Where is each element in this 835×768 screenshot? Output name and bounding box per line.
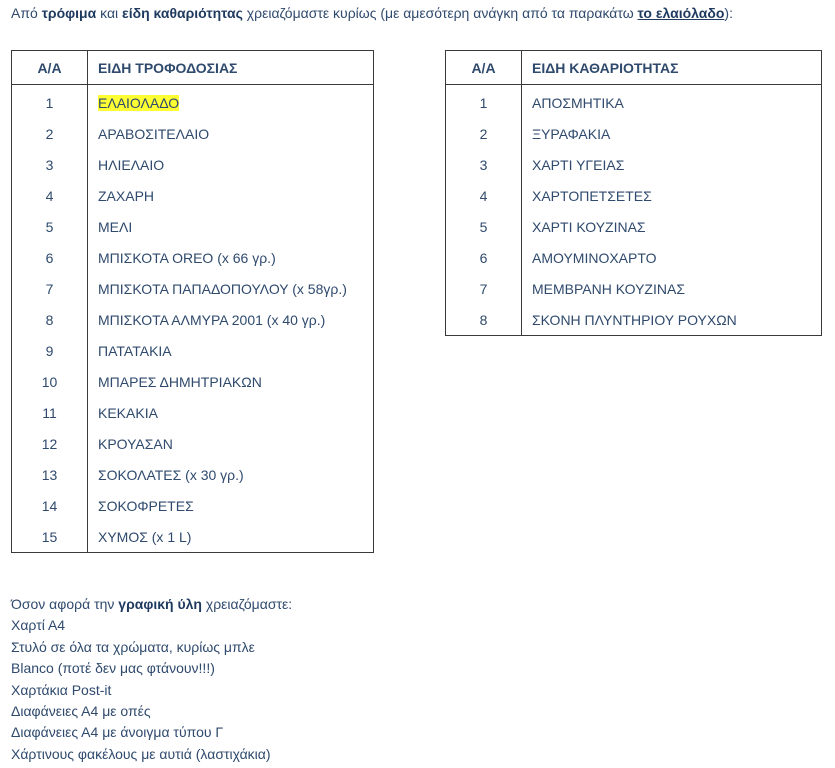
table-row xyxy=(12,521,374,553)
row-number: 2 xyxy=(12,118,88,149)
table-row xyxy=(446,273,822,304)
table-row xyxy=(12,490,374,521)
row-item-name: ΣΟΚΟΛΑΤΕΣ (x 30 γρ.) xyxy=(98,466,244,483)
row-name-cell xyxy=(88,85,374,119)
office-item: Διαφάνειες Α4 με άνοιγμα τύπου Γ xyxy=(11,724,224,741)
row-number: 7 xyxy=(12,273,88,304)
row-number: 6 xyxy=(12,242,88,273)
table-row xyxy=(12,118,374,149)
office-item: Χαρτάκια Post-it xyxy=(11,681,112,698)
table-header-row xyxy=(446,51,822,85)
office-item: Blanco (ποτέ δεν μας φτάνουν!!!) xyxy=(11,660,215,677)
row-number: 4 xyxy=(446,180,522,211)
row-item-name: ΧΑΡΤΟΠΕΤΣΕΤΕΣ xyxy=(532,187,652,204)
row-item-name: ΧΑΡΤΙ ΥΓΕΙΑΣ xyxy=(532,156,625,173)
intro-text-4: ): xyxy=(724,5,733,21)
row-item-name: ΞΥΡΑΦΑΚΙΑ xyxy=(532,125,611,142)
table-header-row xyxy=(12,51,374,85)
row-number: 5 xyxy=(12,211,88,242)
row-number: 9 xyxy=(12,335,88,366)
table-row xyxy=(12,304,374,335)
column-header-number: Α/Α xyxy=(12,51,88,85)
intro-text-3: χρειαζόμαστε κυρίως (με αμεσότερη ανάγκη από τα παρακάτω xyxy=(242,5,638,21)
row-item-name: ΖΑΧΑΡΗ xyxy=(98,187,155,204)
row-number: 1 xyxy=(12,85,88,119)
row-number: 3 xyxy=(446,149,522,180)
table-row xyxy=(12,335,374,366)
column-header-name: ΕΙΔΗ ΤΡΟΦΟΔΟΣΙΑΣ xyxy=(88,51,374,85)
office-item: Χαρτί Α4 xyxy=(11,617,66,634)
row-number: 5 xyxy=(446,211,522,242)
row-number: 1 xyxy=(446,85,522,119)
row-item-name: ΑΜΟΥΜΙΝΟΧΑΡΤΟ xyxy=(532,249,657,266)
row-item-name: ΑΠΟΣΜΗΤΙΚΑ xyxy=(532,94,624,111)
table-row xyxy=(446,118,822,149)
row-item-name: ΜΠΑΡΕΣ ΔΗΜΗΤΡΙΑΚΩΝ xyxy=(98,373,262,390)
row-number: 10 xyxy=(12,366,88,397)
highlighted-item-name: ΕΛΑΙΟΛΑΔΟ xyxy=(98,94,180,111)
intro-text-1: Από xyxy=(11,5,42,21)
office-supplies-section xyxy=(11,594,292,765)
intro-text-2: και xyxy=(96,5,123,21)
table-row xyxy=(12,397,374,428)
table-row xyxy=(446,85,822,119)
row-item-name: ΜΠΙΣΚΟΤΑ ΠΑΠΑΔΟΠΟΥΛΟΥ (x 58γρ.) xyxy=(98,280,347,297)
row-item-name: ΑΡΑΒΟΣΙΤΕΛΑΙΟ xyxy=(98,125,210,142)
food-supplies-table xyxy=(11,50,374,553)
table-row xyxy=(12,366,374,397)
column-header-number: Α/Α xyxy=(446,51,522,85)
row-number: 11 xyxy=(12,397,88,428)
office-item: Χάρτινους φακέλους με αυτιά (λαστιχάκια) xyxy=(11,745,271,762)
row-item-name: ΗΛΙΕΛΑΙΟ xyxy=(98,156,165,173)
row-number: 6 xyxy=(446,242,522,273)
row-number: 3 xyxy=(12,149,88,180)
row-number: 7 xyxy=(446,273,522,304)
row-item-name: ΜΠΙΣΚΟΤΑ ΑΛΜΥΡΑ 2001 (x 40 γρ.) xyxy=(98,311,326,328)
table-row xyxy=(446,211,822,242)
table-row xyxy=(12,211,374,242)
row-item-name: ΣΚΟΝΗ ΠΛΥΝΤΗΡΙΟΥ ΡΟΥΧΩΝ xyxy=(532,311,737,328)
row-number: 15 xyxy=(12,521,88,553)
intro-bold-cleaning: είδη καθαριότητας xyxy=(122,5,243,21)
row-item-name: ΠΑΤΑΤΑΚΙΑ xyxy=(98,342,172,359)
table-row xyxy=(446,242,822,273)
office-item: Στυλό σε όλα τα χρώματα, κυρίως μπλε xyxy=(11,638,255,655)
intro-paragraph xyxy=(11,4,733,22)
row-number: 14 xyxy=(12,490,88,521)
office-supplies-bold: γραφική ύλη xyxy=(118,596,202,612)
row-item-name: ΜΕΛΙ xyxy=(98,218,133,235)
row-item-name: ΧΥΜΟΣ (x 1 L) xyxy=(98,528,192,545)
table-row xyxy=(12,180,374,211)
row-number: 8 xyxy=(446,304,522,336)
row-number: 4 xyxy=(12,180,88,211)
table-row xyxy=(12,428,374,459)
row-item-name: ΚΡΟΥΑΣΑΝ xyxy=(98,435,173,452)
row-number: 2 xyxy=(446,118,522,149)
table-row xyxy=(12,149,374,180)
row-number: 12 xyxy=(12,428,88,459)
table-row xyxy=(12,242,374,273)
table-row xyxy=(446,149,822,180)
intro-bold-food: τρόφιμα xyxy=(41,5,97,21)
table-row xyxy=(446,304,822,336)
column-header-name: ΕΙΔΗ ΚΑΘΑΡΙΟΤΗΤΑΣ xyxy=(522,51,822,85)
row-item-name: ΜΠΙΣΚΟΤΑ OREO (x 66 γρ.) xyxy=(98,249,276,266)
table-row xyxy=(446,180,822,211)
row-number: 8 xyxy=(12,304,88,335)
cleaning-supplies-table xyxy=(445,50,822,336)
row-item-name: ΜΕΜΒΡΑΝΗ ΚΟΥΖΙΝΑΣ xyxy=(532,280,685,297)
intro-bold-oil: το ελαιόλαδο xyxy=(637,5,725,21)
row-item-name: ΣΟΚΟΦΡΕΤΕΣ xyxy=(98,497,194,514)
office-item: Διαφάνειες Α4 με οπές xyxy=(11,703,151,720)
table-row xyxy=(12,273,374,304)
table-row xyxy=(12,85,374,119)
table-row xyxy=(12,459,374,490)
row-number: 13 xyxy=(12,459,88,490)
row-item-name: ΚΕΚΑΚΙΑ xyxy=(98,404,158,421)
row-item-name: ΧΑΡΤΙ ΚΟΥΖΙΝΑΣ xyxy=(532,218,646,235)
office-supplies-title: Όσον αφορά την γραφική ύλη χρειαζόμαστε: xyxy=(11,596,293,612)
